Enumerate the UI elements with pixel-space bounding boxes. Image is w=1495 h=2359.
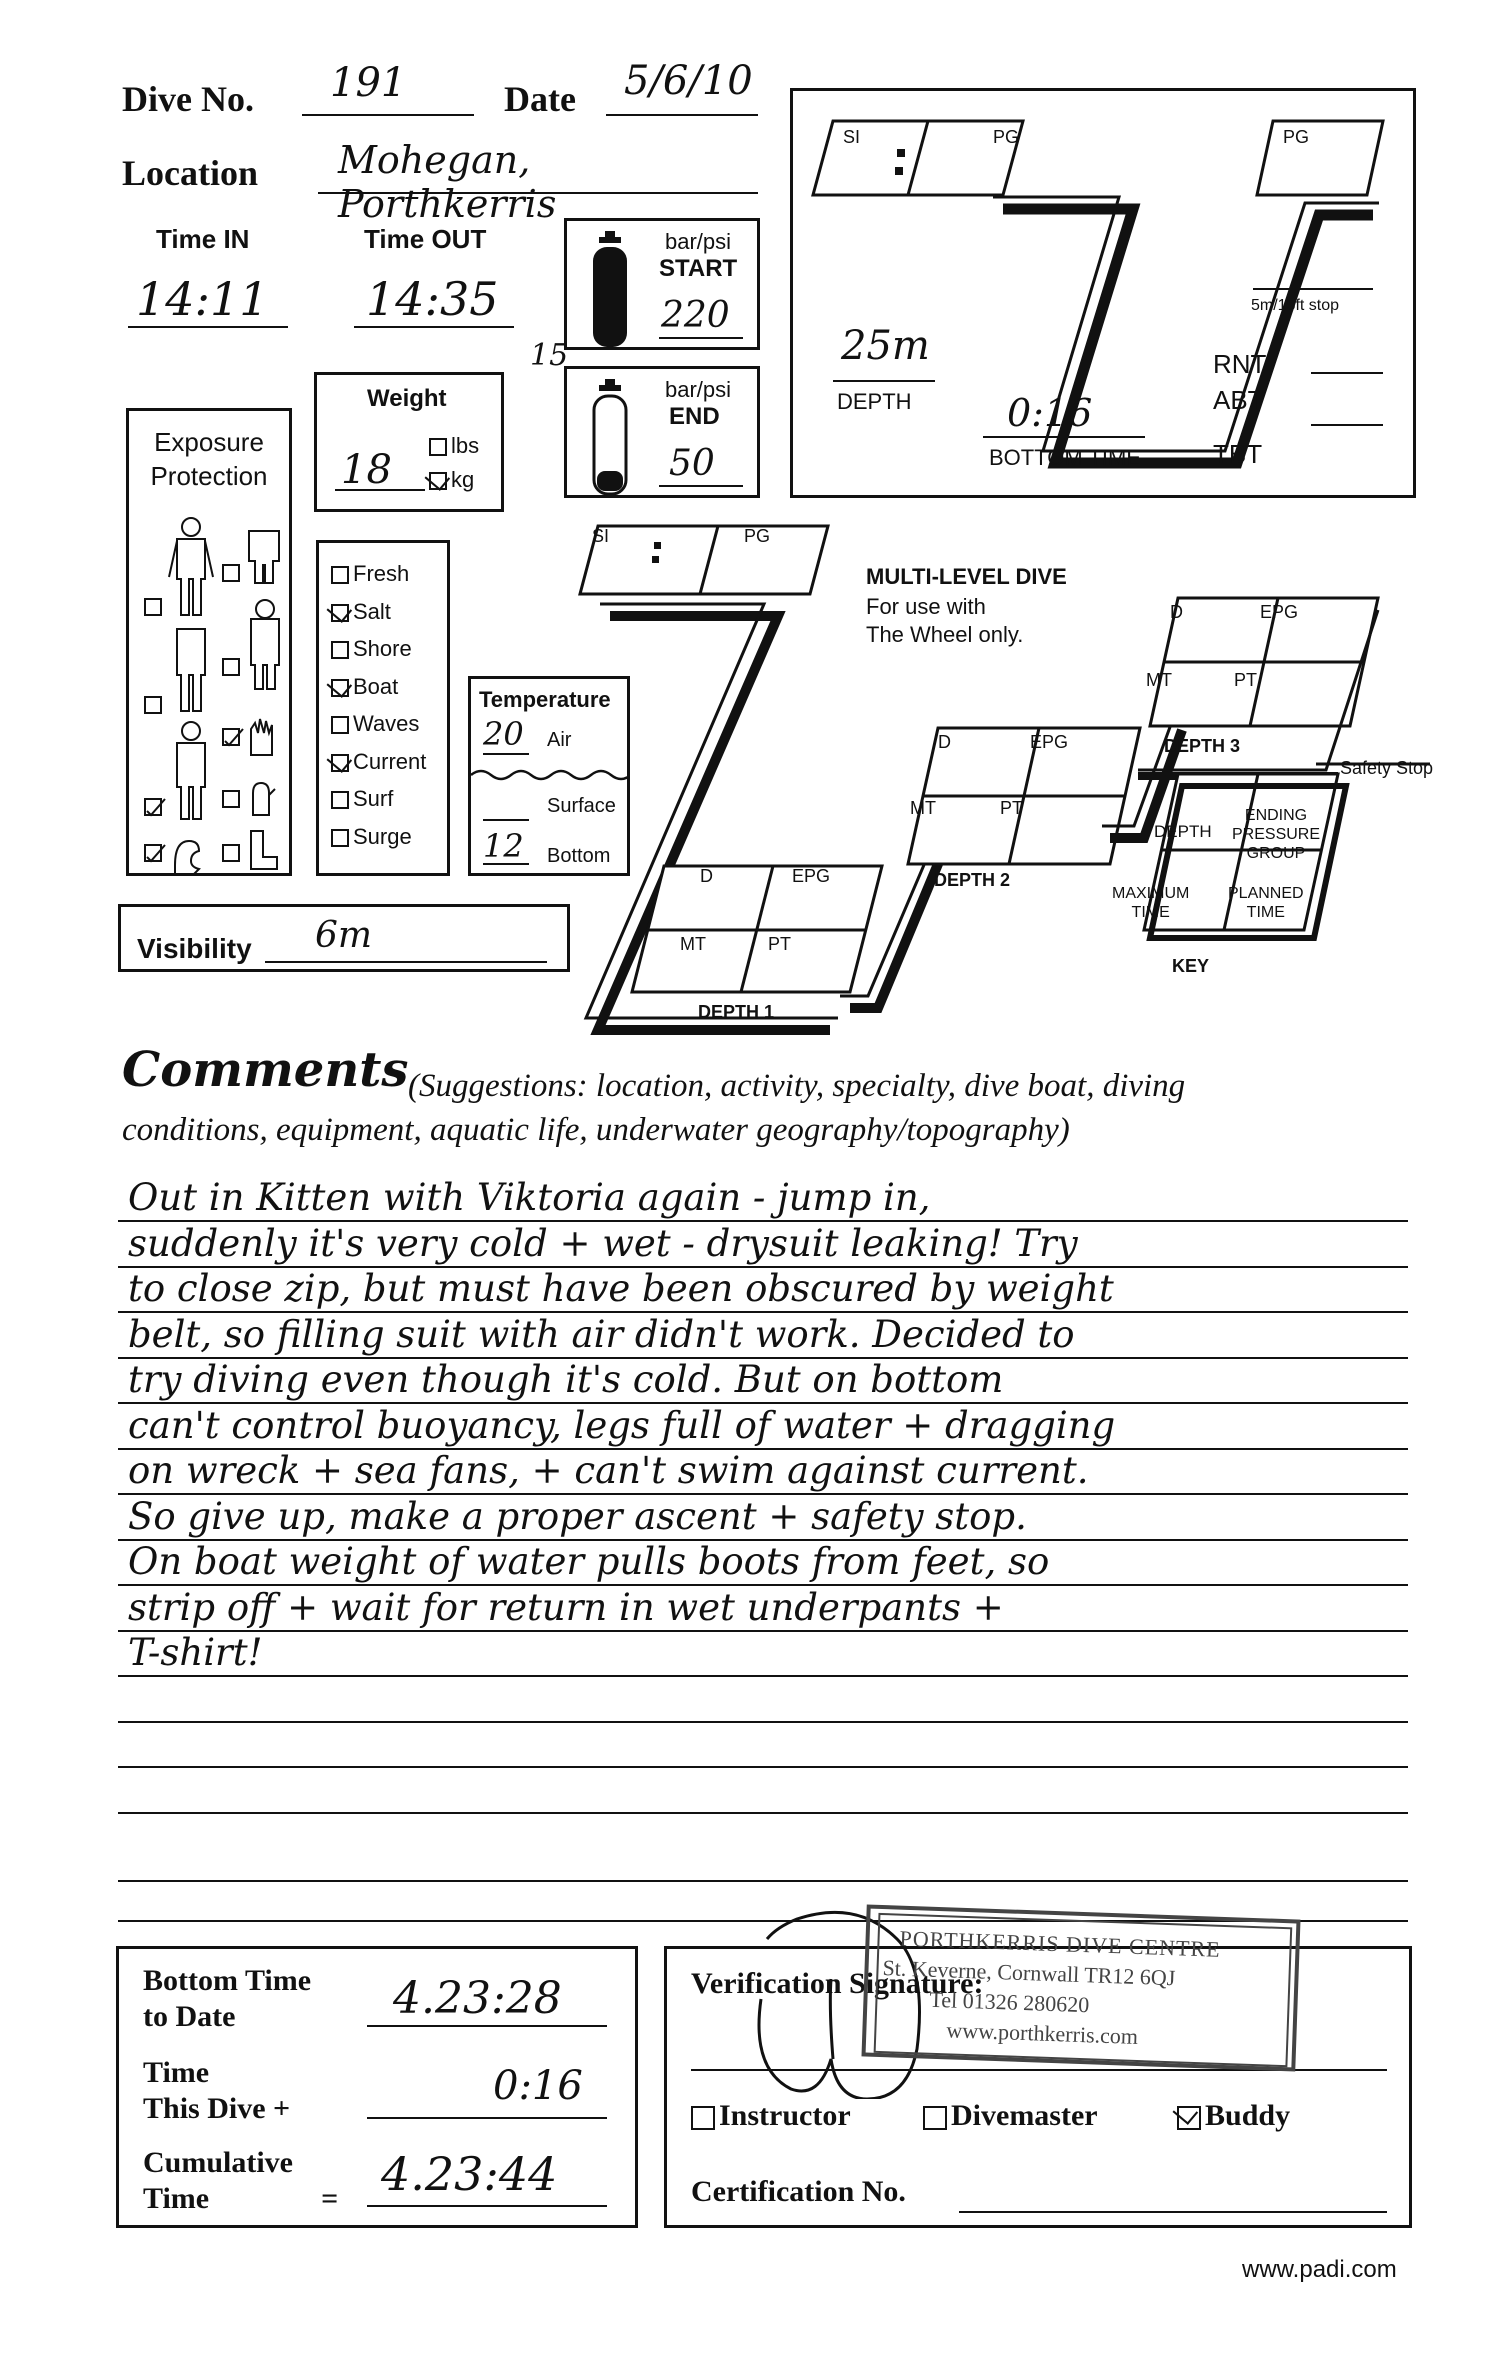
condition-waves[interactable] <box>331 711 419 737</box>
profile-stop-label: 5m/15ft stop <box>1251 297 1340 314</box>
surface-temp-field[interactable] <box>483 797 529 821</box>
weight-lbs-option[interactable] <box>429 433 479 459</box>
glove-icon <box>251 719 272 755</box>
lbs-label: lbs <box>451 433 480 458</box>
comment-text-line: suddenly it's very cold + wet - drysuit leaking! Try <box>128 1221 1078 1265</box>
kg-label: kg <box>451 467 475 492</box>
ml-d1-pt: PT <box>768 934 792 954</box>
tank-start-field[interactable] <box>659 291 743 339</box>
condition-checkbox[interactable] <box>331 641 349 659</box>
tank-end-label: END <box>669 403 720 430</box>
profile-depth-label: DEPTH <box>837 389 912 414</box>
tank-size-note: 15 <box>530 338 569 373</box>
air-temp-label: Air <box>547 729 572 751</box>
cum-label-1: Cumulative <box>143 2146 293 2179</box>
condition-label: Surf <box>353 786 394 811</box>
stamp-line-2: St. Keverne, Cornwall TR12 6QJ <box>882 1955 1176 1991</box>
comment-text-line: T-shirt! <box>128 1631 263 1674</box>
comments-suggestion-1: (Suggestions: location, activity, specialty, dive boat, diving <box>408 1068 1186 1104</box>
ttd-label <box>143 2055 290 2127</box>
instructor-label: Instructor <box>719 2099 851 2132</box>
visibility-label: Visibility <box>137 933 252 964</box>
divemaster-label: Divemaster <box>951 2099 1098 2132</box>
footer-url[interactable]: www.padi.com <box>1242 2256 1397 2283</box>
condition-checkbox[interactable] <box>331 754 349 772</box>
profile-tbt: TBT <box>1213 439 1263 469</box>
profile-bottom-time-value[interactable]: 0:16 <box>1007 391 1093 435</box>
signature-label: Verification Signature: <box>691 1967 984 2000</box>
ml-pg: PG <box>744 526 771 546</box>
comment-text-line: strip off + wait for return in wet underpants + <box>128 1585 1004 1629</box>
profile-depth-value[interactable]: 25m <box>841 323 930 369</box>
weight-kg-option[interactable] <box>429 467 474 493</box>
surface-temp-label: Surface <box>547 795 616 817</box>
location-value: Mohegan, Porthkerris <box>338 138 557 226</box>
dive-centre-stamp <box>861 1904 1300 2071</box>
instructor-option[interactable] <box>691 2099 851 2133</box>
condition-label: Current <box>353 748 427 774</box>
ml-d3-mt: MT <box>1146 670 1172 690</box>
comment-text-line: on wreck + sea fans, + can't swim against current. <box>128 1449 1089 1492</box>
ml-key-mt-2: TIME <box>1131 904 1170 921</box>
hood-icon <box>175 841 199 875</box>
condition-checkbox[interactable] <box>331 716 349 734</box>
comment-text-line: On boat weight of water pulls boots from feet, so <box>128 1540 1050 1583</box>
air-temp-field[interactable] <box>483 715 529 755</box>
profile-si: SI <box>843 127 861 147</box>
ml-key-depth: DEPTH <box>1154 822 1212 841</box>
tank-start-label: START <box>659 255 738 282</box>
tank-start-value: 220 <box>661 295 730 336</box>
date-value: 5/6/10 <box>624 58 753 104</box>
ml-safety-stop: Safety Stop <box>1340 758 1434 778</box>
condition-label: Boat <box>353 673 399 699</box>
shorty-icon <box>249 531 279 583</box>
condition-checkbox[interactable] <box>331 604 349 622</box>
dive-profile-diagram <box>793 91 1413 495</box>
btd-value: 4.23:28 <box>393 1973 562 2024</box>
exposure-title <box>129 425 289 493</box>
ttd-value: 0:16 <box>493 2063 583 2109</box>
temperature-title: Temperature <box>479 687 611 712</box>
date-field[interactable] <box>606 58 758 116</box>
ttd-label-1: Time <box>143 2056 210 2089</box>
profile-abt: ABT <box>1213 385 1264 415</box>
condition-fresh[interactable] <box>331 561 409 587</box>
time-out-field[interactable] <box>354 270 514 328</box>
skinsuit-icon <box>169 518 213 615</box>
comment-rule <box>118 1675 1408 1677</box>
comment-rule <box>118 1766 1408 1768</box>
weight-field[interactable] <box>335 443 425 491</box>
comments-suggestion-2: conditions, equipment, aquatic life, underwater geography/topography) <box>122 1112 1070 1148</box>
ml-sub2: The Wheel only. <box>866 622 1024 647</box>
ml-title: MULTI-LEVEL DIVE <box>866 564 1067 589</box>
cum-label <box>143 2145 338 2217</box>
ml-d2-pt: PT <box>1000 798 1024 818</box>
ml-d2-d: D <box>938 732 951 752</box>
dive-no-field[interactable] <box>302 60 474 116</box>
ml-si: SI <box>592 526 610 546</box>
exposure-checkbox-2 <box>145 599 161 615</box>
tank-start-unit: bar/psi <box>665 229 732 254</box>
ml-key-epg <box>1232 806 1320 863</box>
ml-d3-pt: PT <box>1234 670 1258 690</box>
tank-end-unit: bar/psi <box>665 377 732 402</box>
ttd-label-2: This Dive + <box>143 2092 291 2125</box>
weight-value: 18 <box>341 447 392 493</box>
ml-key-epg-2: PRESSURE <box>1232 826 1321 843</box>
exposure-checkbox-6 <box>223 791 239 807</box>
lbs-checkbox[interactable] <box>429 438 447 456</box>
visibility-field[interactable] <box>265 915 547 963</box>
comment-rule <box>118 1721 1408 1723</box>
condition-current[interactable] <box>331 749 426 775</box>
cert-label: Certification No. <box>691 2175 906 2208</box>
condition-label: Waves <box>353 711 420 736</box>
instructor-checkbox[interactable] <box>691 2106 715 2130</box>
exposure-box <box>126 408 292 876</box>
comment-text-line: So give up, make a proper ascent + safety stop. <box>128 1494 1027 1538</box>
pg-right-box <box>1257 121 1383 195</box>
comment-text-line: belt, so filling suit with air didn't work. Decided to <box>128 1312 1075 1356</box>
btd-label-1: Bottom Time <box>143 1964 312 1997</box>
btd-label-2: to Date <box>143 2000 236 2033</box>
cum-field[interactable] <box>367 2145 607 2207</box>
weight-box <box>314 372 504 512</box>
profile-pg2: PG <box>1283 127 1310 147</box>
tank-end-field[interactable] <box>659 439 743 487</box>
condition-checkbox[interactable] <box>331 679 349 697</box>
condition-checkbox[interactable] <box>331 829 349 847</box>
ml-key-epg-3: GROUP <box>1246 845 1306 862</box>
totals-box <box>116 1946 638 2228</box>
condition-checkbox[interactable] <box>331 791 349 809</box>
exposure-checkbox-3 <box>223 659 239 675</box>
weight-label: Weight <box>367 385 447 412</box>
tank-end-value: 50 <box>669 443 715 484</box>
profile-pg: PG <box>993 127 1020 147</box>
air-temp-value: 20 <box>483 715 524 753</box>
visibility-box <box>118 904 570 972</box>
comment-text-line: try diving even though it's cold. But on bottom <box>128 1358 1004 1401</box>
time-in-field[interactable] <box>128 270 288 328</box>
cum-label-2: Time <box>143 2182 210 2215</box>
buddy-option[interactable] <box>1177 2099 1290 2133</box>
time-out-label: Time OUT <box>364 224 487 254</box>
condition-label: Salt <box>353 598 391 624</box>
tank-empty-icon <box>585 379 635 499</box>
ml-d2-mt: MT <box>910 798 936 818</box>
condition-label: Shore <box>353 636 412 661</box>
dive-no-label: Dive No. <box>122 79 254 119</box>
time-in-value: 14:11 <box>136 272 269 326</box>
drysuit-icon <box>177 722 205 819</box>
exposure-checkbox-1 <box>223 565 239 581</box>
buddy-label: Buddy <box>1205 2099 1291 2132</box>
condition-checkbox[interactable] <box>331 566 349 584</box>
dive-profile-box <box>790 88 1416 498</box>
cert-field[interactable] <box>959 2173 1387 2213</box>
comment-rule <box>118 1812 1408 1814</box>
ml-key-pt-1: PLANNED <box>1228 885 1304 902</box>
ml-key-epg-1: ENDING <box>1244 807 1308 824</box>
ml-d1-d: D <box>700 866 713 886</box>
conditions-box <box>316 540 450 876</box>
multilevel-diagram <box>578 520 1438 1040</box>
ttd-field[interactable] <box>367 2059 607 2119</box>
profile-rnt: RNT <box>1213 349 1267 379</box>
buddy-checkbox[interactable] <box>1177 2106 1201 2130</box>
stamp-line-3: Tel 01326 280620 <box>929 1986 1090 2018</box>
condition-surf[interactable] <box>331 786 393 812</box>
divemaster-checkbox[interactable] <box>923 2106 947 2130</box>
bottom-temp-value: 12 <box>483 827 524 865</box>
ml-d2-epg: EPG <box>1030 732 1069 752</box>
cum-value: 4.23:44 <box>381 2147 558 2201</box>
visibility-value: 6m <box>315 915 373 956</box>
comment-text-line: to close zip, but must have been obscured by weight <box>128 1267 1114 1310</box>
bottom-temp-field[interactable] <box>483 827 529 865</box>
ml-sub1: For use with <box>866 594 986 619</box>
tank-start-box <box>564 218 760 350</box>
ml-d3-d: D <box>1170 602 1183 622</box>
btd-label <box>143 1963 311 2035</box>
condition-boat[interactable] <box>331 674 398 700</box>
ml-d3-epg: EPG <box>1260 602 1299 622</box>
bottom-temp-label: Bottom <box>547 845 611 867</box>
comment-text-line: can't control buoyancy, legs full of water + dragging <box>128 1403 1116 1447</box>
ml-d1-epg: EPG <box>792 866 831 886</box>
condition-salt[interactable] <box>331 599 391 625</box>
comments-title: Comments <box>122 1042 409 1098</box>
comment-text-line: Out in Kitten with Viktoria again - jump in, <box>128 1176 931 1219</box>
kg-checkbox[interactable] <box>429 472 447 490</box>
exposure-checkbox-9 <box>223 845 239 861</box>
ml-key-mt-1: MAXIMUM <box>1112 885 1190 902</box>
profile-bottom-time-label: BOTTOM TIME <box>989 445 1141 470</box>
location-field[interactable] <box>318 138 758 226</box>
condition-label: Fresh <box>353 561 410 586</box>
ml-depth3: DEPTH 3 <box>1164 736 1241 756</box>
boot-icon <box>251 831 277 869</box>
mitt-icon <box>253 783 275 815</box>
hooded-suit-icon <box>251 600 279 689</box>
time-out-value: 14:35 <box>366 272 499 326</box>
ml-key-pt-2: TIME <box>1246 904 1285 921</box>
ml-depth1: DEPTH 1 <box>698 1002 775 1022</box>
exposure-suits-icons <box>129 509 289 889</box>
location-label: Location <box>122 153 259 193</box>
condition-label: Surge <box>353 823 412 849</box>
divemaster-option[interactable] <box>923 2099 1098 2133</box>
btd-field[interactable] <box>367 1969 607 2027</box>
ml-key-mt <box>1112 884 1189 922</box>
ml-key-pt <box>1228 884 1304 922</box>
exposure-title-1: Exposure <box>154 427 264 457</box>
ml-d1-mt: MT <box>680 934 706 954</box>
time-in-label: Time IN <box>156 224 250 254</box>
tank-end-box <box>564 366 760 498</box>
ml-key-label: KEY <box>1172 956 1210 976</box>
condition-surge[interactable] <box>331 824 412 850</box>
tank-full-icon <box>585 231 635 351</box>
stamp-line-1: PORTHKERRIS DIVE CENTRE <box>899 1925 1222 1962</box>
exposure-title-2: Protection <box>150 461 268 491</box>
wetsuit-icon <box>177 629 205 711</box>
condition-shore[interactable] <box>331 636 412 662</box>
exposure-checkbox-4 <box>145 697 161 713</box>
stamp-line-4: www.porthkerris.com <box>946 2017 1139 2050</box>
comment-rule <box>118 1630 1408 1632</box>
date-label: Date <box>504 79 576 119</box>
cum-eq: = <box>321 2182 339 2215</box>
ml-depth2: DEPTH 2 <box>934 870 1011 890</box>
dive-no-value: 191 <box>330 60 407 106</box>
